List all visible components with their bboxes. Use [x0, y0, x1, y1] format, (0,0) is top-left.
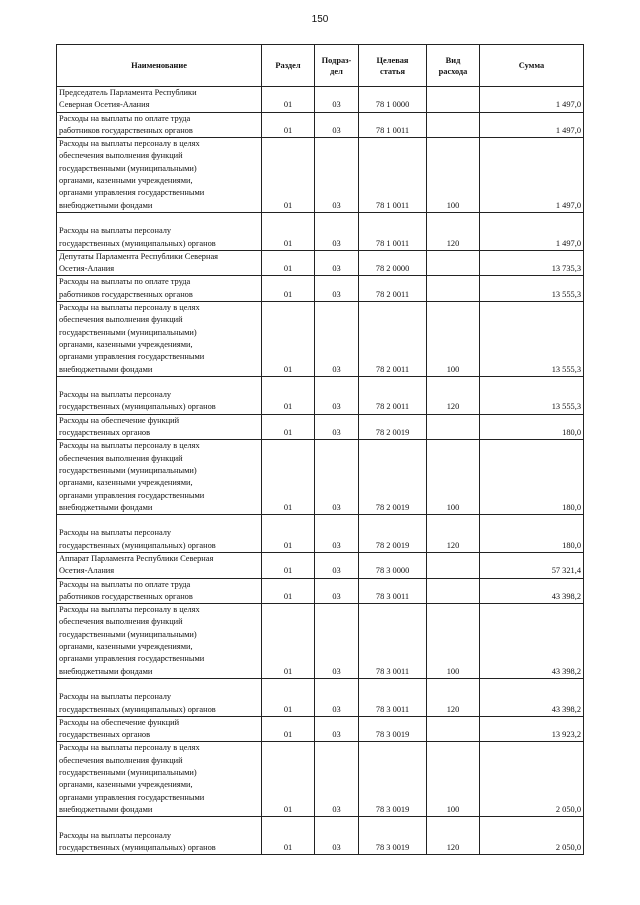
row-sum: 57 321,4 [480, 552, 584, 578]
row-sum: 13 555,3 [480, 376, 584, 414]
row-type: 120 [427, 376, 480, 414]
row-type: 100 [427, 742, 480, 817]
row-section: 01 [262, 678, 315, 716]
column-header-subsection: Подраз- дел [315, 45, 359, 87]
row-target: 78 1 0011 [359, 112, 427, 138]
row-section: 01 [262, 276, 315, 302]
row-type: 120 [427, 515, 480, 553]
row-target: 78 3 0011 [359, 578, 427, 604]
row-sum: 1 497,0 [480, 138, 584, 213]
table-row [57, 578, 584, 604]
column-header-sum: Сумма [480, 45, 584, 87]
table-row [57, 716, 584, 742]
row-subsection: 03 [315, 87, 359, 113]
table-row [57, 212, 584, 250]
row-name: Депутаты Парламента Республики Северная Осетия-Алания [57, 250, 262, 276]
budget-table [56, 44, 584, 855]
row-subsection: 03 [315, 678, 359, 716]
row-sum: 1 497,0 [480, 87, 584, 113]
column-header-target: Целевая статья [359, 45, 427, 87]
row-section: 01 [262, 604, 315, 679]
table-row [57, 742, 584, 817]
row-sum: 180,0 [480, 515, 584, 553]
row-target: 78 2 0011 [359, 276, 427, 302]
row-type: 120 [427, 212, 480, 250]
table-row [57, 302, 584, 377]
column-header-name: Наименование [57, 45, 262, 87]
row-type [427, 276, 480, 302]
table-row [57, 440, 584, 515]
row-section: 01 [262, 112, 315, 138]
table-row [57, 604, 584, 679]
page-number: 150 [311, 14, 329, 25]
row-target: 78 2 0019 [359, 440, 427, 515]
row-type [427, 87, 480, 113]
table-row [57, 414, 584, 440]
row-sum: 1 497,0 [480, 112, 584, 138]
row-subsection: 03 [315, 302, 359, 377]
row-type [427, 250, 480, 276]
row-target: 78 2 0011 [359, 376, 427, 414]
row-sum: 2 050,0 [480, 817, 584, 855]
row-target: 78 2 0019 [359, 414, 427, 440]
row-target: 78 2 0011 [359, 302, 427, 377]
row-subsection: 03 [315, 212, 359, 250]
row-type: 100 [427, 138, 480, 213]
row-target: 78 1 0011 [359, 138, 427, 213]
table-row [57, 817, 584, 855]
row-section: 01 [262, 440, 315, 515]
row-subsection: 03 [315, 515, 359, 553]
row-name: Расходы на выплаты по оплате труда работников государственных органов [57, 276, 262, 302]
row-sum: 180,0 [480, 440, 584, 515]
row-type: 100 [427, 440, 480, 515]
row-subsection: 03 [315, 552, 359, 578]
row-sum: 43 398,2 [480, 678, 584, 716]
row-type [427, 552, 480, 578]
row-target: 78 3 0019 [359, 716, 427, 742]
row-target: 78 2 0019 [359, 515, 427, 553]
row-subsection: 03 [315, 276, 359, 302]
column-header-section: Раздел [262, 45, 315, 87]
row-subsection: 03 [315, 376, 359, 414]
row-name: Расходы на выплаты персоналу государственных (муниципальных) органов [57, 817, 262, 855]
row-subsection: 03 [315, 604, 359, 679]
row-name: Расходы на обеспечение функций государственных органов [57, 716, 262, 742]
row-target: 78 3 0011 [359, 604, 427, 679]
table-row [57, 112, 584, 138]
table-header-row [57, 45, 584, 87]
row-target: 78 1 0000 [359, 87, 427, 113]
column-header-type: Вид расхода [427, 45, 480, 87]
row-section: 01 [262, 817, 315, 855]
row-name: Расходы на выплаты персоналу в целях обеспечения выполнения функций государственными (муниципальными) органами, казенными учреждениями, органами управления государственными внебюджетными фондами [57, 302, 262, 377]
row-subsection: 03 [315, 112, 359, 138]
row-section: 01 [262, 414, 315, 440]
table-row [57, 138, 584, 213]
row-name: Председатель Парламента Республики Северная Осетия-Алания [57, 87, 262, 113]
row-section: 01 [262, 742, 315, 817]
row-section: 01 [262, 716, 315, 742]
row-section: 01 [262, 250, 315, 276]
row-type: 100 [427, 604, 480, 679]
row-subsection: 03 [315, 440, 359, 515]
table-row [57, 276, 584, 302]
row-section: 01 [262, 87, 315, 113]
row-target: 78 1 0011 [359, 212, 427, 250]
row-target: 78 3 0011 [359, 678, 427, 716]
row-type: 120 [427, 817, 480, 855]
row-name: Расходы на выплаты персоналу государственных (муниципальных) органов [57, 376, 262, 414]
row-target: 78 3 0000 [359, 552, 427, 578]
row-subsection: 03 [315, 716, 359, 742]
row-subsection: 03 [315, 414, 359, 440]
table-row [57, 678, 584, 716]
row-sum: 43 398,2 [480, 604, 584, 679]
row-subsection: 03 [315, 578, 359, 604]
row-type [427, 578, 480, 604]
row-type [427, 112, 480, 138]
row-type: 120 [427, 678, 480, 716]
row-subsection: 03 [315, 138, 359, 213]
row-name: Расходы на выплаты персоналу в целях обеспечения выполнения функций государственными (муниципальными) органами, казенными учреждениями, органами управления государственными внебюджетными фондами [57, 440, 262, 515]
row-section: 01 [262, 138, 315, 213]
table-row [57, 376, 584, 414]
row-section: 01 [262, 552, 315, 578]
row-type [427, 716, 480, 742]
row-section: 01 [262, 376, 315, 414]
row-name: Расходы на выплаты персоналу государственных (муниципальных) органов [57, 515, 262, 553]
row-type [427, 414, 480, 440]
row-sum: 43 398,2 [480, 578, 584, 604]
row-target: 78 3 0019 [359, 742, 427, 817]
row-name: Расходы на выплаты персоналу в целях обеспечения выполнения функций государственными (муниципальными) органами, казенными учреждениями, органами управления государственными внебюджетными фондами [57, 138, 262, 213]
row-name: Расходы на выплаты персоналу в целях обеспечения выполнения функций государственными (муниципальными) органами, казенными учреждениями, органами управления государственными внебюджетными фондами [57, 742, 262, 817]
table-row [57, 515, 584, 553]
row-subsection: 03 [315, 742, 359, 817]
row-name: Расходы на выплаты по оплате труда работников государственных органов [57, 578, 262, 604]
row-target: 78 3 0019 [359, 817, 427, 855]
row-section: 01 [262, 578, 315, 604]
table-row [57, 250, 584, 276]
row-sum: 13 555,3 [480, 302, 584, 377]
row-name: Расходы на выплаты по оплате труда работников государственных органов [57, 112, 262, 138]
row-sum: 13 555,3 [480, 276, 584, 302]
row-type: 100 [427, 302, 480, 377]
row-sum: 180,0 [480, 414, 584, 440]
row-sum: 1 497,0 [480, 212, 584, 250]
table-row [57, 552, 584, 578]
row-sum: 13 923,2 [480, 716, 584, 742]
row-name: Расходы на выплаты персоналу в целях обеспечения выполнения функций государственными (муниципальными) органами, казенными учреждениями, органами управления государственными внебюджетными фондами [57, 604, 262, 679]
row-name: Расходы на выплаты персоналу государственных (муниципальных) органов [57, 212, 262, 250]
row-subsection: 03 [315, 817, 359, 855]
row-name: Расходы на обеспечение функций государственных органов [57, 414, 262, 440]
row-name: Аппарат Парламента Республики Северная Осетия-Алания [57, 552, 262, 578]
row-section: 01 [262, 212, 315, 250]
row-sum: 13 735,3 [480, 250, 584, 276]
row-sum: 2 050,0 [480, 742, 584, 817]
row-section: 01 [262, 515, 315, 553]
table-row [57, 87, 584, 113]
row-subsection: 03 [315, 250, 359, 276]
row-section: 01 [262, 302, 315, 377]
row-name: Расходы на выплаты персоналу государственных (муниципальных) органов [57, 678, 262, 716]
row-target: 78 2 0000 [359, 250, 427, 276]
